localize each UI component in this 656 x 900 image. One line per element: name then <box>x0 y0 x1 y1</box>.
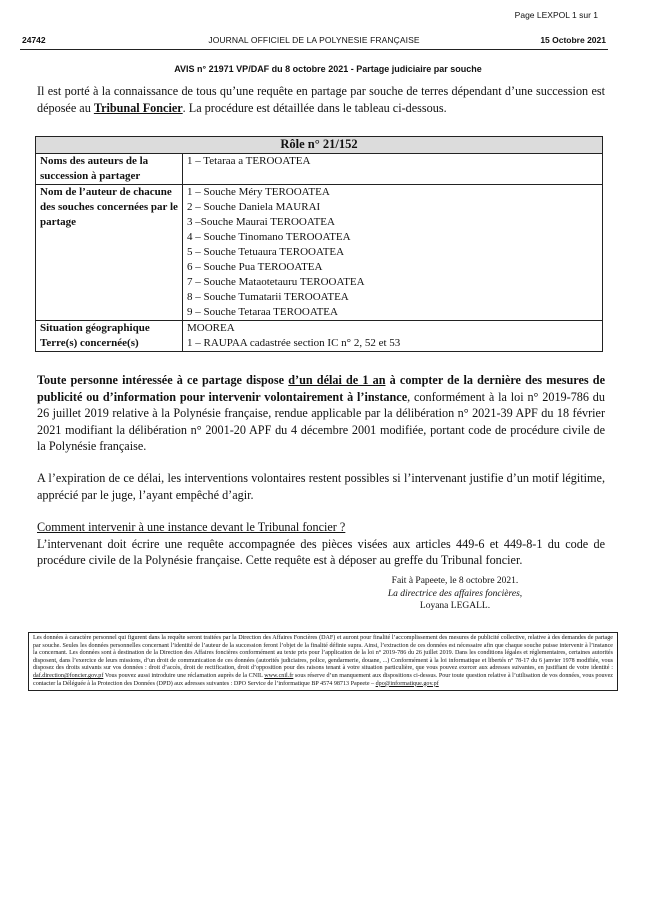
role-number: Rôle n° 21/152 <box>36 137 603 154</box>
page-reference: Page LEXPOL 1 sur 1 <box>514 10 598 20</box>
dpo-email-link[interactable]: dpo@informatique.gov.pf <box>375 680 439 687</box>
notice-paragraph: Toute personne intéressée à ce partage dispose d’un délai de 1 an à compter de la dernière des mesures de publicité ou d’information pour intervenir volontairement à l’instance, conformément à la loi n° 2019-786 du 26 juillet 2019 relative à la Polynésie française, rendue applicable par la délibération n° 2021-39 APF du 18 février 2021 modifiant la délibération n° 2001-20 APF du 4 décembre 2001 modifiée, portant code de procédure civile de la Polynésie française. <box>37 373 605 453</box>
situation-row <box>36 321 603 352</box>
role-table-header-row <box>36 137 603 154</box>
avis-title: AVIS n° 21971 VP/DAF du 8 octobre 2021 - Partage judiciaire par souche <box>174 64 482 74</box>
situation-values <box>183 321 603 352</box>
souche-item: 6 – Souche Pua TEROOATEA <box>187 261 323 273</box>
souches-label: Nom de l’auteur de chacune des souches concernées par le partage <box>36 185 183 321</box>
delai-text: d’un délai de 1 an <box>288 373 386 387</box>
souche-item: 9 – Souche Tetaraa TEROOATEA <box>187 306 338 318</box>
signature-name: Loyana LEGALL. <box>419 601 491 611</box>
souche-item: 8 – Souche Tumatarii TEROOATEA <box>187 291 349 303</box>
auteurs-label: Noms des auteurs de la succession à partager <box>36 154 183 185</box>
expiration-paragraph: A l’expiration de ce délai, les interventions volontaires restent possibles si l’intervenant justifie d’un motif légitime, apprécié par le juge, l’ayant empêché d’agir. <box>37 471 605 502</box>
souche-item: 3 –Souche Maurai TEROOATEA <box>187 216 335 228</box>
daf-email-link[interactable]: daf.direction@foncier.gov.pf <box>33 672 104 679</box>
souche-item: 1 – Souche Méry TEROOATEA <box>187 186 330 198</box>
journal-date: 15 Octobre 2021 <box>540 35 606 45</box>
situation-label: Situation géographique Terre(s) concernée(s) <box>36 321 183 352</box>
header-divider <box>20 49 608 50</box>
howto-heading: Comment intervenir à une instance devant le Tribunal foncier ? <box>37 520 346 534</box>
journal-header <box>22 35 606 47</box>
situation-island: MOOREA <box>187 322 235 334</box>
signature-place-date: Fait à Papeete, le 8 octobre 2021. <box>391 576 519 586</box>
auteur-item: 1 – Tetaraa a TEROOATEA <box>187 155 311 167</box>
auteurs-row <box>36 154 603 185</box>
souche-item: 4 – Souche Tinomano TEROOATEA <box>187 231 351 243</box>
journal-title: JOURNAL OFFICIEL DE LA POLYNESIE FRANÇAISE <box>208 35 420 45</box>
souche-item: 2 – Souche Daniela MAURAI <box>187 201 321 213</box>
howto-section <box>37 519 605 569</box>
tribunal-foncier-text: Tribunal Foncier <box>93 100 183 115</box>
intro-paragraph: Il est porté à la connaissance de tous qu’une requête en partage par souche de terres dépendant d’une succession est déposée au Tribunal Foncier. La procédure est détaillée dans le tableau ci-dessous. <box>37 84 605 115</box>
cnil-link[interactable]: www.cnil.fr <box>264 672 294 679</box>
souche-item: 7 – Souche Mataotetauru TEROOATEA <box>187 276 365 288</box>
data-protection-notice: Les données à caractère personnel qui figurent dans la requête seront traitées par la Direction des Affaires Foncières (DAF) et auront pour finalité l’accomplissement des mesures de publicité collective, relative à des demandes de partage par souche. Seules les données personnelles concernant l’identité de l’auteur de la succession feront l’objet de la finalité définie supra. Ainsi, l’extraction de ces données est nécessaire afin que chaque souche puisse intervenir à l’instance la concernant. Les données sont à destination de la Direction des Affaires foncières conformément au texte pris pour l’application de la loi n° 2019-786 du 26 juillet 2019. Dans les conditions légales et réglementaires, certaines autorités disposent, dans l’exercice de leurs missions, d’un droit de communication de ces données (autorités judiciaires, police, gendarmerie, douane, ...) Conformément à la loi informatique et libertés n° 78-17 du 6 janvier 1978 modifiée, vous disposez des droits suivants sur vos données : droit d’accès, droit de rectification, droit d’opposition pour des raisons tenant à votre situation particulière, que vous pouvez exercer aux adresses suivantes, en justifiant de votre identité : daf.direction@foncier.gov.pf Vous pouvez aussi introduire une réclamation auprès de la CNIL www.cnil.fr sous réserve d’un manquement aux dispositions ci-dessus. Pour toute question relative à l’utilisation de vos données, vous pouvez contacter la Déléguée à la Protection des Données (DPD) aux adresses suivantes : DPO Service de l’informatique BP 4574 98713 Papeete – dpo@informatique.gov.pf <box>28 632 618 691</box>
journal-page-number: 24742 <box>22 35 46 45</box>
signature-block <box>355 575 555 613</box>
situation-terre: 1 – RAUPAA cadastrée section IC n° 2, 52 et 53 <box>187 337 401 349</box>
auteurs-list <box>183 154 603 185</box>
souches-list <box>183 185 603 321</box>
signature-role: La directrice des affaires foncières, <box>387 588 523 599</box>
souche-item: 5 – Souche Tetuaura TEROOATEA <box>187 246 345 258</box>
howto-text: L’intervenant doit écrire une requête accompagnée des pièces visées aux articles 449-6 et 449-8-1 du code de procédure civile de la Polynésie française. Cette requête est à déposer au greffe du Tribunal foncier. <box>37 536 605 567</box>
role-table <box>35 136 603 352</box>
souches-row <box>36 185 603 321</box>
